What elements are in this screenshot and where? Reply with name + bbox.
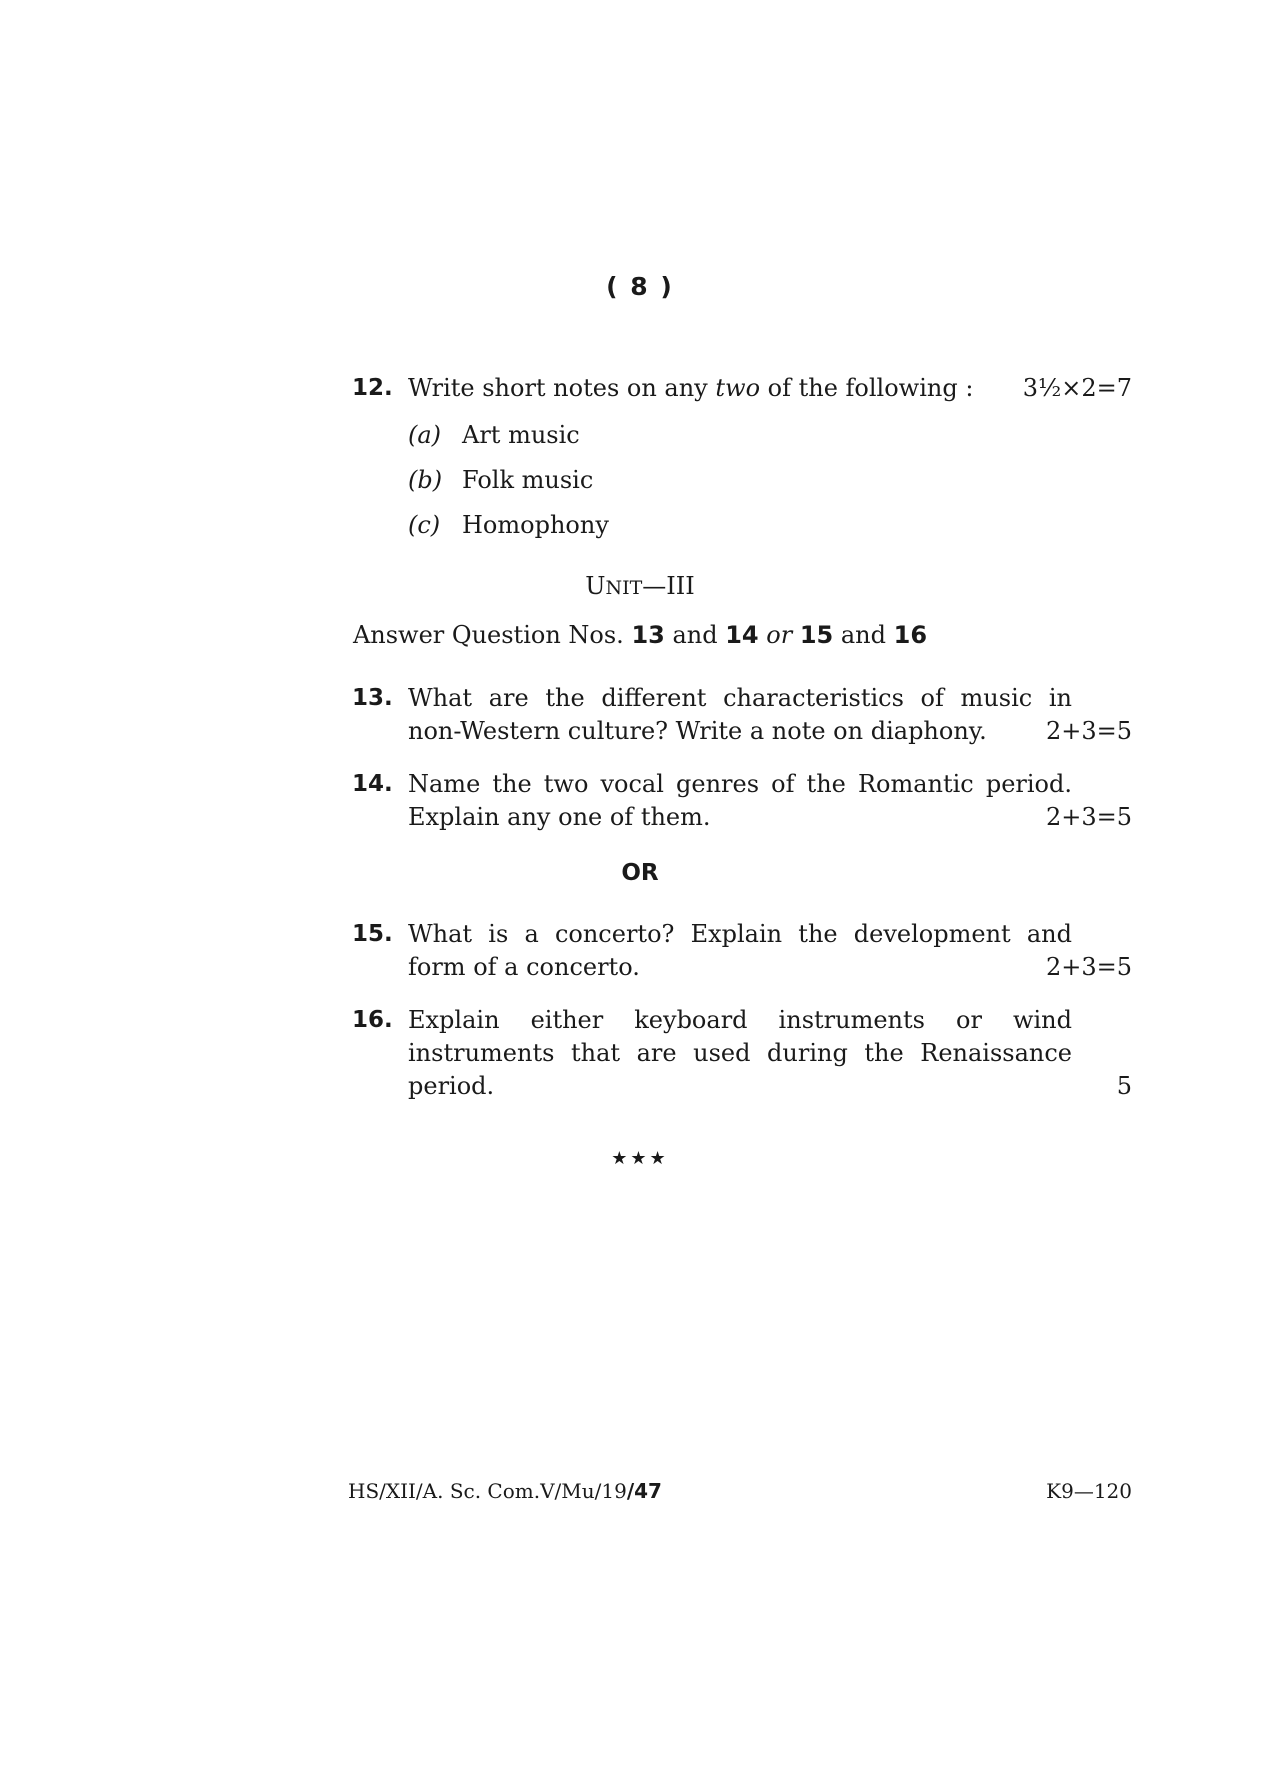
question-line: Explain any one of them. — [408, 803, 711, 831]
option-a — [408, 419, 580, 452]
question-line: form of a concerto. — [408, 953, 640, 981]
question-text: Write short notes on any two of the following : — [408, 374, 974, 402]
emphasis-text: two — [715, 374, 761, 402]
option-label: (c) — [408, 511, 441, 539]
question-line: period. — [408, 1072, 495, 1100]
question-16 — [352, 1004, 1132, 1103]
option-label: (b) — [408, 466, 443, 494]
question-line: What are the different characteristics of music in — [408, 684, 1072, 712]
section-instruction: Answer Question Nos. 13 and 14 or 15 and 16 — [352, 621, 928, 649]
print-code: K9—120 — [1046, 1479, 1132, 1503]
question-line: Name the two vocal genres of the Romantic period. — [408, 770, 1072, 798]
marks: 5 — [1116, 1072, 1132, 1100]
option-text: Homophony — [462, 511, 609, 539]
question-15 — [352, 918, 1132, 984]
question-number: 16. — [352, 1007, 393, 1033]
marks: 2+3=5 — [1045, 953, 1132, 981]
marks: 2+3=5 — [1045, 803, 1132, 831]
question-12 — [352, 372, 1132, 405]
end-marker: ★★★ — [611, 1148, 669, 1169]
unit-heading: UNIT—III — [585, 572, 695, 600]
marks: 3½×2=7 — [1022, 374, 1132, 402]
question-14 — [352, 768, 1132, 834]
question-number: 15. — [352, 921, 393, 947]
option-text: Art music — [462, 421, 580, 449]
option-b — [408, 464, 593, 497]
question-number: 14. — [352, 771, 393, 797]
page-number: ( 8 ) — [606, 272, 674, 301]
question-number: 13. — [352, 685, 393, 711]
paper-code: HS/XII/A. Sc. Com.V/Mu/19/47 — [348, 1479, 662, 1503]
question-line: non-Western culture? Write a note on diaphony. — [408, 717, 987, 745]
or-separator: OR — [621, 860, 659, 886]
marks: 2+3=5 — [1045, 717, 1132, 745]
option-text: Folk music — [462, 466, 594, 494]
question-line: instruments that are used during the Renaissance — [408, 1039, 1072, 1067]
question-number: 12. — [352, 375, 393, 401]
option-label: (a) — [408, 421, 442, 449]
question-line: Explain either keyboard instruments or wind — [408, 1006, 1072, 1034]
question-13 — [352, 682, 1132, 748]
option-c — [408, 509, 609, 542]
question-line: What is a concerto? Explain the development and — [408, 920, 1072, 948]
